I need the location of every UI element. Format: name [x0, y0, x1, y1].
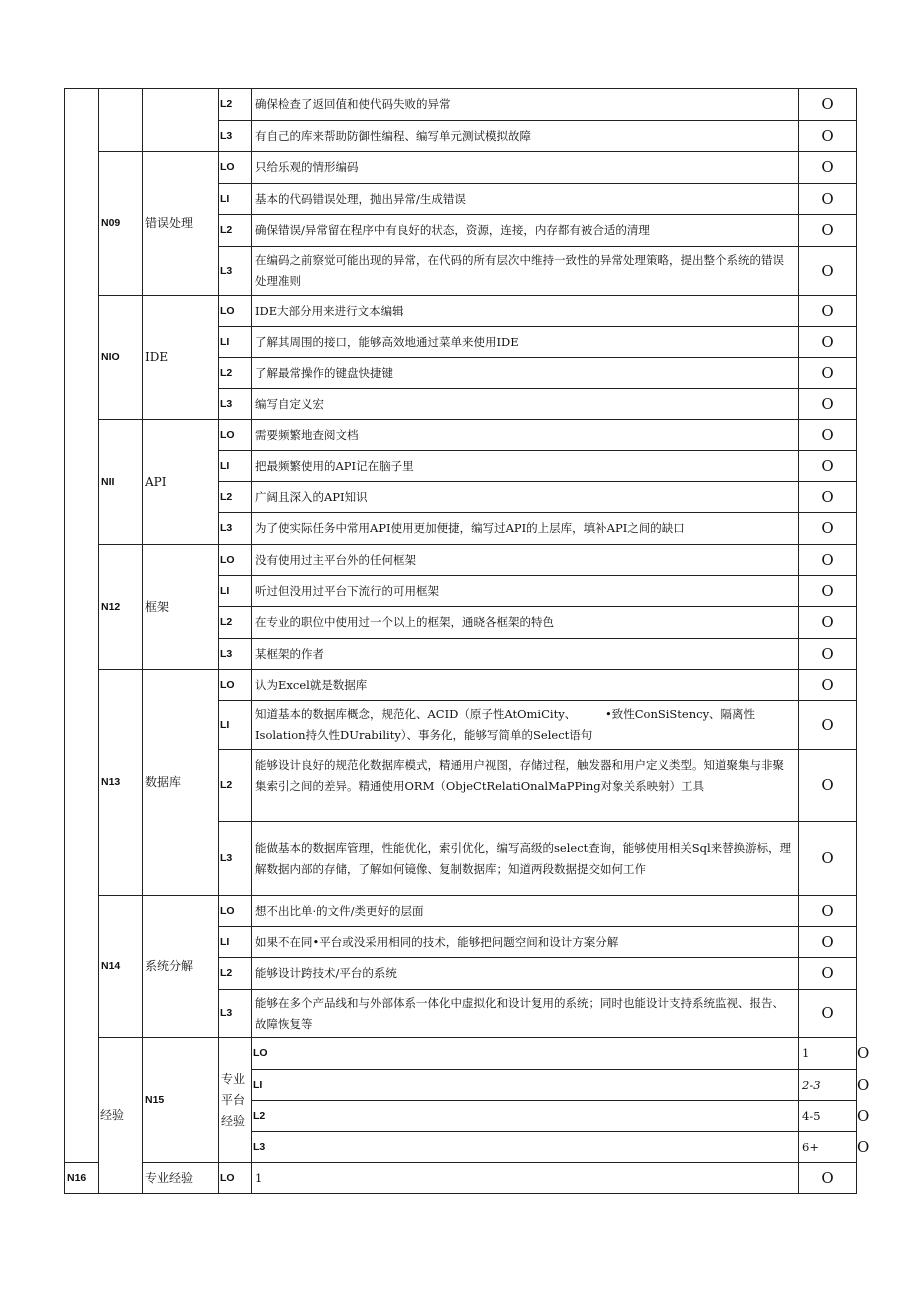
- rating-mark[interactable]: O: [799, 990, 857, 1038]
- level-label: L2: [219, 89, 252, 121]
- rating-mark[interactable]: O: [799, 576, 857, 607]
- level-label: L2: [219, 215, 252, 247]
- rating-mark[interactable]: O: [799, 152, 857, 184]
- level-description: 认为Excel就是数据库: [252, 670, 799, 701]
- table-row: [65, 296, 857, 327]
- group-name: 专业经验: [143, 1163, 219, 1194]
- level-description: 在专业的职位中使用过一个以上的框架，通晓各框架的特色: [252, 607, 799, 639]
- level-description: 1: [799, 1038, 857, 1070]
- level-label: L3: [219, 247, 252, 296]
- group-name: 错误处理: [143, 152, 219, 296]
- rating-mark[interactable]: O: [799, 545, 857, 576]
- level-description: 如果不在同•平台或没采用相同的技术，能够把问题空间和设计方案分解: [252, 927, 799, 958]
- table-row: L2 4-5 O: [65, 1101, 857, 1132]
- level-description: 能做基本的数据库管理，性能优化，索引优化，编写高级的select查询，能够使用相关Sql来替换游标，理解数据内部的存储，了解如何镜像、复制数据库；知道两段数据提交如何工作: [252, 822, 799, 896]
- level-label: LI: [219, 451, 252, 482]
- group-name: 框架: [143, 545, 219, 670]
- level-label: L2: [219, 750, 252, 822]
- group-code: N12: [99, 545, 143, 670]
- level-label: LO: [219, 1163, 252, 1194]
- rating-mark[interactable]: O: [799, 701, 857, 750]
- rating-mark[interactable]: O: [799, 389, 857, 420]
- level-label: LI: [219, 184, 252, 215]
- table-row: [65, 152, 857, 184]
- table-row: [65, 1163, 857, 1194]
- table-row: LI 2-3 O: [65, 1070, 857, 1101]
- level-label: L3: [252, 1132, 799, 1163]
- level-description: 了解最常操作的键盘快捷键: [252, 358, 799, 389]
- level-description: IDE大部分用来进行文本编辑: [252, 296, 799, 327]
- level-description: 有自己的库来帮助防御性编程、编写单元测试模拟故障: [252, 121, 799, 152]
- group-code: NII: [99, 420, 143, 545]
- level-description: 6+: [799, 1132, 857, 1163]
- group-name: API: [143, 420, 219, 545]
- level-description: 听过但没用过平台下流行的可用框架: [252, 576, 799, 607]
- level-label: L2: [219, 958, 252, 990]
- level-description: 只给乐观的情形编码: [252, 152, 799, 184]
- rating-mark[interactable]: O: [799, 1163, 857, 1194]
- level-label: LO: [219, 296, 252, 327]
- level-label: L3: [219, 389, 252, 420]
- rating-mark[interactable]: O: [799, 513, 857, 545]
- rating-mark[interactable]: O: [799, 420, 857, 451]
- level-label: LO: [219, 670, 252, 701]
- document: [64, 88, 870, 1194]
- table-row: [65, 896, 857, 927]
- group-name: 系统分解: [143, 896, 219, 1038]
- group-code: N13: [99, 670, 143, 896]
- group-code: N09: [99, 152, 143, 296]
- level-label: LI: [219, 701, 252, 750]
- level-description: 在编码之前察觉可能出现的异常，在代码的所有层次中维持一致性的异常处理策略，提出整个系统的错误处理准则: [252, 247, 799, 296]
- table-row: [65, 420, 857, 451]
- level-label: LI: [219, 327, 252, 358]
- rating-mark[interactable]: O: [799, 822, 857, 896]
- level-label: L3: [219, 822, 252, 896]
- level-description: 1: [252, 1163, 799, 1194]
- level-description: 某框架的作者: [252, 639, 799, 670]
- level-label: LO: [219, 896, 252, 927]
- level-label: LI: [219, 576, 252, 607]
- level-description: 把最频繁使用的API记在脑子里: [252, 451, 799, 482]
- group-name-cell-blank: [143, 89, 219, 152]
- level-label: L3: [219, 639, 252, 670]
- group-name: 数据库: [143, 670, 219, 896]
- rating-mark[interactable]: O: [799, 358, 857, 389]
- level-description: 2-3: [799, 1070, 857, 1101]
- level-label: LO: [252, 1038, 799, 1070]
- rating-mark[interactable]: O: [799, 750, 857, 822]
- level-description: 4-5: [799, 1101, 857, 1132]
- level-label: L2: [252, 1101, 799, 1132]
- table-row: [65, 89, 857, 121]
- level-description: 为了使实际任务中常用API使用更加便捷，编写过API的上层库，填补API之间的缺口: [252, 513, 799, 545]
- table-row: L3 6+ O: [65, 1132, 857, 1163]
- level-description: 能够在多个产品线和与外部体系一体化中虚拟化和设计复用的系统；同时也能设计支持系统监视、报告、故障恢复等: [252, 990, 799, 1038]
- level-description: 能够设计跨技术/平台的系统: [252, 958, 799, 990]
- level-label: L3: [219, 121, 252, 152]
- rating-mark[interactable]: O: [799, 184, 857, 215]
- level-label: L2: [219, 607, 252, 639]
- level-description: 基本的代码错误处理，抛出异常/生成错误: [252, 184, 799, 215]
- rating-mark[interactable]: O: [799, 639, 857, 670]
- level-description: 确保错误/异常留在程序中有良好的状态，资源，连接，内存都有被合适的清理: [252, 215, 799, 247]
- rating-mark[interactable]: O: [799, 89, 857, 121]
- level-description: 没有使用过主平台外的任何框架: [252, 545, 799, 576]
- rating-mark[interactable]: O: [799, 451, 857, 482]
- rating-mark[interactable]: O: [799, 247, 857, 296]
- level-label: LO: [219, 545, 252, 576]
- level-description: 想不出比单·的文件/类更好的层面: [252, 896, 799, 927]
- level-label: LO: [219, 420, 252, 451]
- level-label: L3: [219, 513, 252, 545]
- rating-mark[interactable]: O: [799, 607, 857, 639]
- rating-mark[interactable]: O: [799, 327, 857, 358]
- group-code-cell-blank: [99, 89, 143, 152]
- level-description: 确保检查了返回值和使代码失败的异常: [252, 89, 799, 121]
- rating-mark[interactable]: O: [799, 670, 857, 701]
- skill-matrix-table: [64, 88, 870, 1194]
- level-label: L2: [219, 482, 252, 513]
- level-description: 知道基本的数据库概念，规范化、ACID（原子性AtOmiCity、 •致性ConSiStency、隔离性Isolation持久性DUrability）、事务化，能够写简单的Select语句: [252, 701, 799, 750]
- table-row: 经验 N15 专业平台经验 LO 1 O: [65, 1038, 857, 1070]
- level-description: 广阔且深入的API知识: [252, 482, 799, 513]
- rating-mark[interactable]: O: [799, 896, 857, 927]
- group-code: N15: [143, 1038, 219, 1163]
- category-cell-blank: [65, 89, 99, 1163]
- level-label: L3: [219, 990, 252, 1038]
- category-label: 经验: [99, 1038, 143, 1194]
- group-name: IDE: [143, 296, 219, 420]
- rating-mark[interactable]: O: [799, 215, 857, 247]
- table-row: [65, 545, 857, 576]
- level-description: 需要频繁地查阅文档: [252, 420, 799, 451]
- rating-mark[interactable]: O: [799, 121, 857, 152]
- level-description: 编写自定义宏: [252, 389, 799, 420]
- rating-mark[interactable]: O: [799, 927, 857, 958]
- level-label: LI: [219, 927, 252, 958]
- level-label: LI: [252, 1070, 799, 1101]
- rating-mark[interactable]: O: [799, 482, 857, 513]
- level-description: 了解其周围的接口，能够高效地通过菜单来使用IDE: [252, 327, 799, 358]
- level-description: 能够设计良好的规范化数据库模式，精通用户视图，存储过程，触发器和用户定义类型。知道聚集与非聚集索引之间的差异。精通使用ORM（ObjeCtRelatiOnalMaPPing对象关系映射）工具: [252, 750, 799, 822]
- level-label: L2: [219, 358, 252, 389]
- table-row: [65, 670, 857, 701]
- level-label: LO: [219, 152, 252, 184]
- rating-mark[interactable]: O: [799, 296, 857, 327]
- group-code: N16: [65, 1163, 99, 1194]
- group-code: NIO: [99, 296, 143, 420]
- group-name: 专业平台经验: [219, 1038, 252, 1163]
- rating-mark[interactable]: O: [799, 958, 857, 990]
- group-code: N14: [99, 896, 143, 1038]
